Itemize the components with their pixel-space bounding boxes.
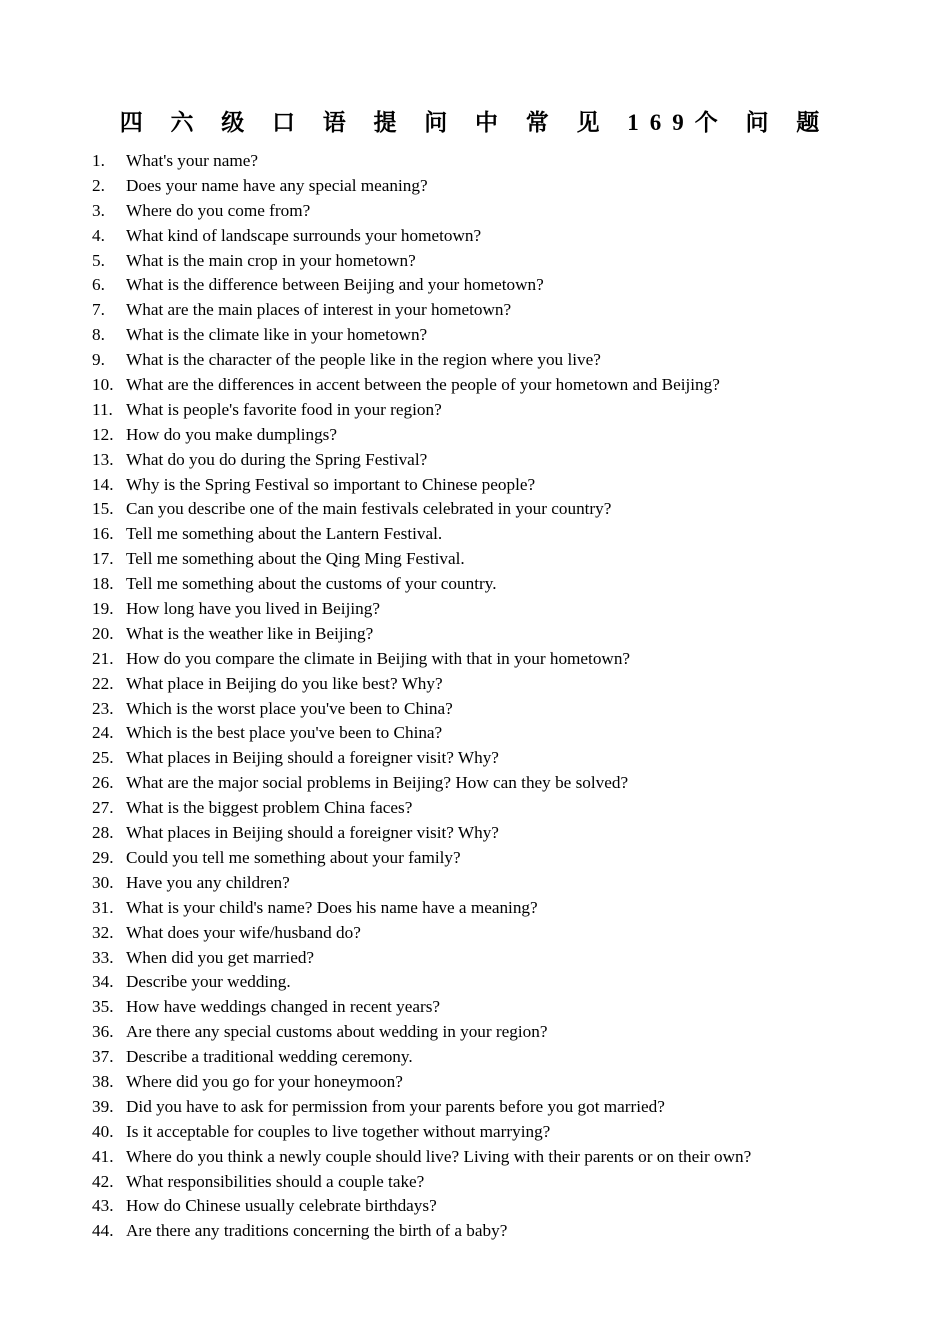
question-number: 1. — [92, 151, 105, 170]
question-item — [92, 771, 751, 796]
question-number: 5. — [92, 250, 105, 270]
question-text: Tell me something about the customs of your country. — [126, 574, 497, 594]
question-text: What is the difference between Beijing and your hometown? — [126, 275, 544, 295]
question-item — [92, 796, 751, 821]
question-number: 18. — [92, 574, 114, 594]
question-item — [92, 373, 751, 398]
question-text: Describe a traditional wedding ceremony. — [126, 1047, 413, 1067]
question-text: Where do you come from? — [126, 200, 311, 220]
question-number: 31. — [92, 897, 114, 917]
question-text: What is the weather like in Beijing? — [126, 623, 374, 643]
question-number: 9. — [92, 350, 105, 370]
question-number: 25. — [92, 748, 114, 768]
question-text: What does your wife/husband do? — [126, 922, 361, 942]
question-text: What do you do during the Spring Festival? — [126, 449, 428, 469]
question-item — [92, 1170, 751, 1195]
question-text: What is the climate like in your hometown? — [126, 325, 428, 345]
question-item — [92, 547, 751, 572]
question-number: 12. — [92, 424, 114, 444]
question-text: Did you have to ask for permission from your parents before you got married? — [126, 1096, 665, 1116]
question-text: What kind of landscape surrounds your hometown? — [126, 225, 482, 245]
question-number: 4. — [92, 225, 105, 245]
question-text: Could you tell me something about your family? — [126, 847, 461, 867]
question-text: How do you make dumplings? — [126, 424, 338, 444]
question-text: What are the differences in accent between the people of your hometown and Beijing? — [126, 375, 720, 395]
question-item — [92, 522, 751, 547]
question-number: 14. — [92, 474, 114, 494]
question-number: 43. — [92, 1196, 114, 1216]
question-item — [92, 273, 751, 298]
question-item — [92, 697, 751, 722]
question-number: 6. — [92, 275, 105, 295]
question-text: Which is the worst place you've been to China? — [126, 698, 453, 718]
question-text: Describe your wedding. — [126, 972, 291, 992]
question-number: 22. — [92, 673, 114, 693]
question-text: What are the main places of interest in your hometown? — [126, 300, 512, 320]
question-number: 38. — [92, 1071, 114, 1091]
question-item — [92, 672, 751, 697]
question-text: Are there any special customs about wedding in your region? — [126, 1022, 548, 1042]
question-text: Which is the best place you've been to China? — [126, 723, 443, 743]
question-text: What are the major social problems in Beijing? How can they be solved? — [126, 773, 629, 793]
question-number: 33. — [92, 947, 114, 967]
question-number: 35. — [92, 997, 114, 1017]
question-item — [92, 1045, 751, 1070]
question-item — [92, 846, 751, 871]
question-item — [92, 597, 751, 622]
question-number: 29. — [92, 847, 114, 867]
question-item — [92, 199, 751, 224]
question-text: How have weddings changed in recent years? — [126, 997, 441, 1017]
question-text: What's your name? — [126, 151, 258, 170]
question-text: What places in Beijing should a foreigner visit? Why? — [126, 823, 499, 843]
document-title: 四 六 级 口 语 提 问 中 常 见 169个 问 题 — [119, 110, 831, 135]
question-item — [92, 572, 751, 597]
question-number: 34. — [92, 972, 114, 992]
question-item — [92, 970, 751, 995]
question-item — [92, 1120, 751, 1145]
question-item — [92, 995, 751, 1020]
question-item — [92, 149, 751, 174]
question-number: 3. — [92, 200, 105, 220]
question-text: Where did you go for your honeymoon? — [126, 1071, 403, 1091]
question-number: 17. — [92, 549, 114, 569]
question-number: 19. — [92, 599, 114, 619]
question-text: How do Chinese usually celebrate birthdays? — [126, 1196, 437, 1216]
question-item — [92, 224, 751, 249]
question-text: Have you any children? — [126, 872, 290, 892]
question-number: 40. — [92, 1121, 114, 1141]
question-item — [92, 423, 751, 448]
question-number: 11. — [92, 399, 113, 419]
question-text: Why is the Spring Festival so important to Chinese people? — [126, 474, 536, 494]
question-item — [92, 1145, 751, 1170]
question-number: 27. — [92, 798, 114, 818]
question-item — [92, 1194, 751, 1219]
question-item — [92, 721, 751, 746]
question-number: 10. — [92, 375, 114, 395]
question-text: Tell me something about the Qing Ming Festival. — [126, 549, 465, 569]
question-text: Does your name have any special meaning? — [126, 175, 428, 195]
question-number: 26. — [92, 773, 114, 793]
question-text: How do you compare the climate in Beijing with that in your hometown? — [126, 648, 631, 668]
question-item — [92, 1020, 751, 1045]
question-number: 39. — [92, 1096, 114, 1116]
question-item — [92, 896, 751, 921]
question-number: 2. — [92, 175, 105, 195]
question-number: 15. — [92, 499, 114, 519]
question-item — [92, 1219, 751, 1244]
question-text: Are there any traditions concerning the birth of a baby? — [126, 1221, 508, 1241]
question-item — [92, 249, 751, 274]
question-text: What is your child's name? Does his name have a meaning? — [126, 897, 538, 917]
question-number: 41. — [92, 1146, 114, 1166]
question-number: 20. — [92, 623, 114, 643]
question-text: Can you describe one of the main festivals celebrated in your country? — [126, 499, 612, 519]
question-number: 13. — [92, 449, 114, 469]
question-item — [92, 871, 751, 896]
question-number: 7. — [92, 300, 105, 320]
question-text: What is people's favorite food in your region? — [126, 399, 442, 419]
question-number: 37. — [92, 1047, 114, 1067]
question-number: 32. — [92, 922, 114, 942]
question-number: 24. — [92, 723, 114, 743]
question-item — [92, 348, 751, 373]
question-item — [92, 473, 751, 498]
question-item — [92, 298, 751, 323]
question-item — [92, 946, 751, 971]
question-number: 23. — [92, 698, 114, 718]
question-text: When did you get married? — [126, 947, 315, 967]
question-text: What responsibilities should a couple take? — [126, 1171, 425, 1191]
question-item — [92, 622, 751, 647]
question-item — [92, 1095, 751, 1120]
question-text: How long have you lived in Beijing? — [126, 599, 380, 619]
question-number: 44. — [92, 1221, 114, 1241]
question-text: What place in Beijing do you like best? Why? — [126, 673, 443, 693]
question-item — [92, 647, 751, 672]
question-text: What is the biggest problem China faces? — [126, 798, 413, 818]
question-number: 8. — [92, 325, 105, 345]
question-item — [92, 174, 751, 199]
question-item — [92, 398, 751, 423]
question-number: 28. — [92, 823, 114, 843]
question-item — [92, 821, 751, 846]
question-item — [92, 921, 751, 946]
question-number: 42. — [92, 1171, 114, 1191]
question-text: Tell me something about the Lantern Festival. — [126, 524, 443, 544]
question-number: 36. — [92, 1022, 114, 1042]
question-text: What places in Beijing should a foreigner visit? Why? — [126, 748, 499, 768]
question-text: Where do you think a newly couple should live? Living with their parents or on their own? — [126, 1146, 752, 1166]
question-text: What is the character of the people like in the region where you live? — [126, 350, 601, 370]
question-number: 16. — [92, 524, 114, 544]
question-item — [92, 323, 751, 348]
question-item — [92, 1070, 751, 1095]
question-list — [92, 149, 751, 1244]
question-text: Is it acceptable for couples to live together without marrying? — [126, 1121, 551, 1141]
question-item — [92, 746, 751, 771]
question-item — [92, 497, 751, 522]
question-item — [92, 448, 751, 473]
question-number: 30. — [92, 872, 114, 892]
question-number: 21. — [92, 648, 114, 668]
question-text: What is the main crop in your hometown? — [126, 250, 416, 270]
